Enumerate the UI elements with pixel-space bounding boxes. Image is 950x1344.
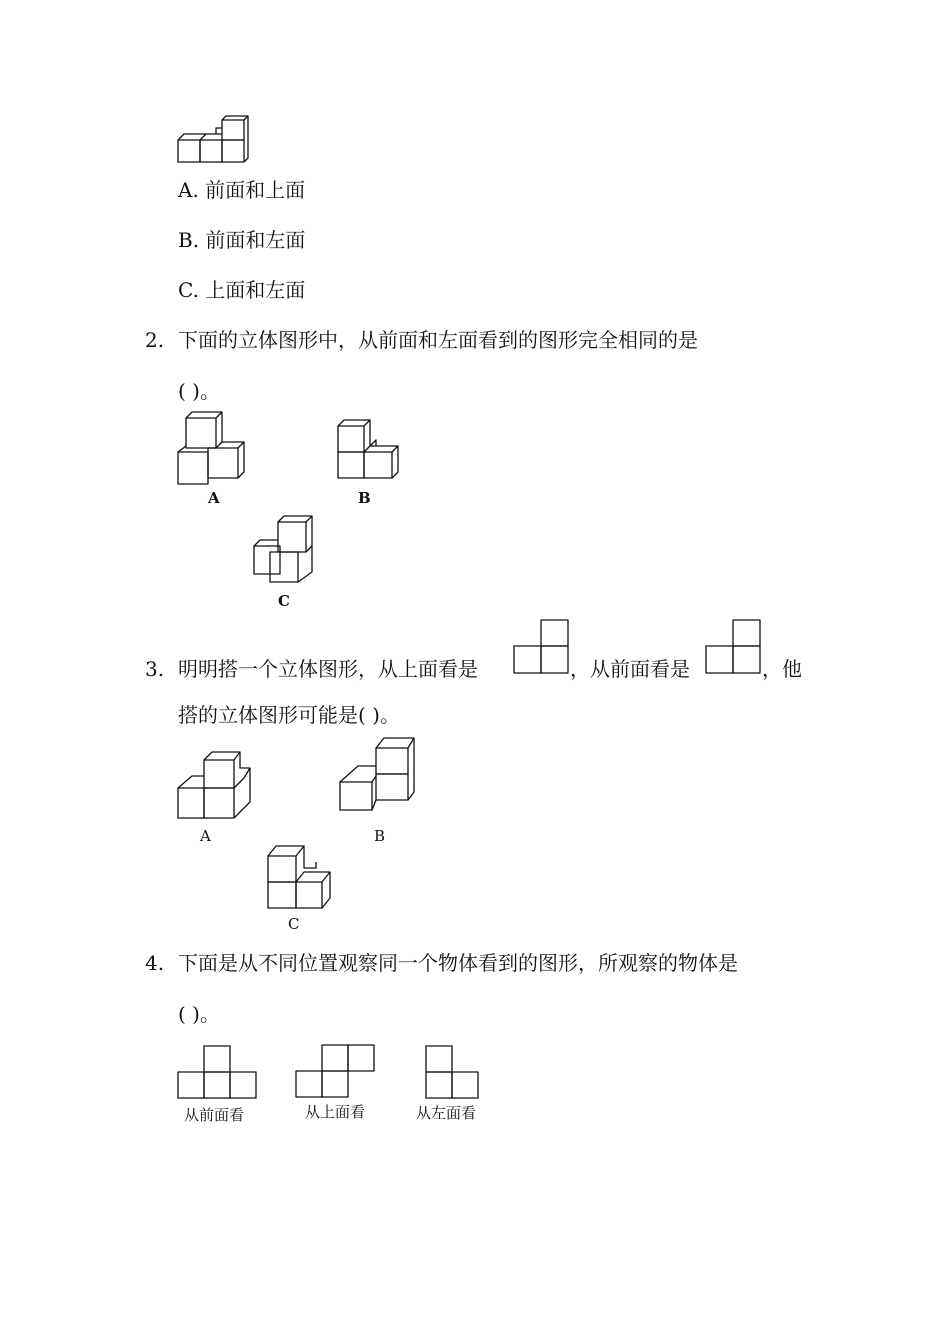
q1-option-b[interactable] (178, 228, 305, 252)
q2-figure-b (336, 418, 402, 482)
q4-text: 下面是从不同位置观察同一个物体看到的图形，所观察的物体是 (178, 951, 738, 975)
q1-option-a-letter: A. (178, 178, 199, 202)
q3-label-b: B (374, 827, 386, 845)
q3-label-a: A (200, 827, 211, 845)
q1-figure (176, 114, 248, 166)
q4-top-view-figure (294, 1044, 376, 1100)
q3-top-view-figure (512, 618, 570, 676)
q1-option-c[interactable] (178, 278, 305, 302)
q4-caption-left: 从左面看 (416, 1104, 477, 1122)
q2-figure-a (176, 412, 250, 488)
q4-front-view-figure (176, 1045, 258, 1101)
q3-figure-b (338, 736, 418, 814)
q3-front-view-figure (704, 618, 762, 676)
q4-number: 4. (145, 951, 165, 975)
q3-text-b: ，从前面看是 (570, 657, 690, 681)
q4-caption-top: 从上面看 (305, 1103, 366, 1121)
q1-option-b-text: 前面和左面 (205, 228, 306, 252)
q3-label-c: C (288, 915, 300, 933)
q3-line2[interactable]: 搭的立体图形可能是( )。 (178, 703, 400, 727)
q2-number: 2. (145, 328, 165, 352)
q2-answer-blank[interactable]: ( )。 (178, 379, 220, 403)
q2-text: 下面的立体图形中，从前面和左面看到的图形完全相同的是 (178, 328, 698, 352)
q1-option-a[interactable] (178, 178, 305, 202)
q1-option-a-text: 前面和上面 (205, 178, 306, 202)
q4-answer-blank[interactable]: ( )。 (178, 1002, 220, 1026)
q2-label-c: C (278, 592, 290, 610)
q4-left-view-figure (424, 1045, 482, 1101)
q1-option-b-letter: B. (178, 228, 200, 252)
q2-figure-c (252, 512, 318, 586)
q1-option-c-text: 上面和左面 (205, 278, 306, 302)
q2-label-b: B (358, 489, 371, 507)
q3-figure-c (266, 842, 334, 912)
q3-text-a: 明明搭一个立体图形，从上面看是 (178, 657, 478, 681)
q2-label-a: A (208, 489, 220, 507)
q3-number: 3. (145, 657, 165, 681)
q1-option-c-letter: C. (178, 278, 199, 302)
q4-caption-front: 从前面看 (184, 1106, 245, 1124)
q3-figure-a (176, 752, 256, 822)
q3-text-c: ，他 (762, 657, 802, 681)
